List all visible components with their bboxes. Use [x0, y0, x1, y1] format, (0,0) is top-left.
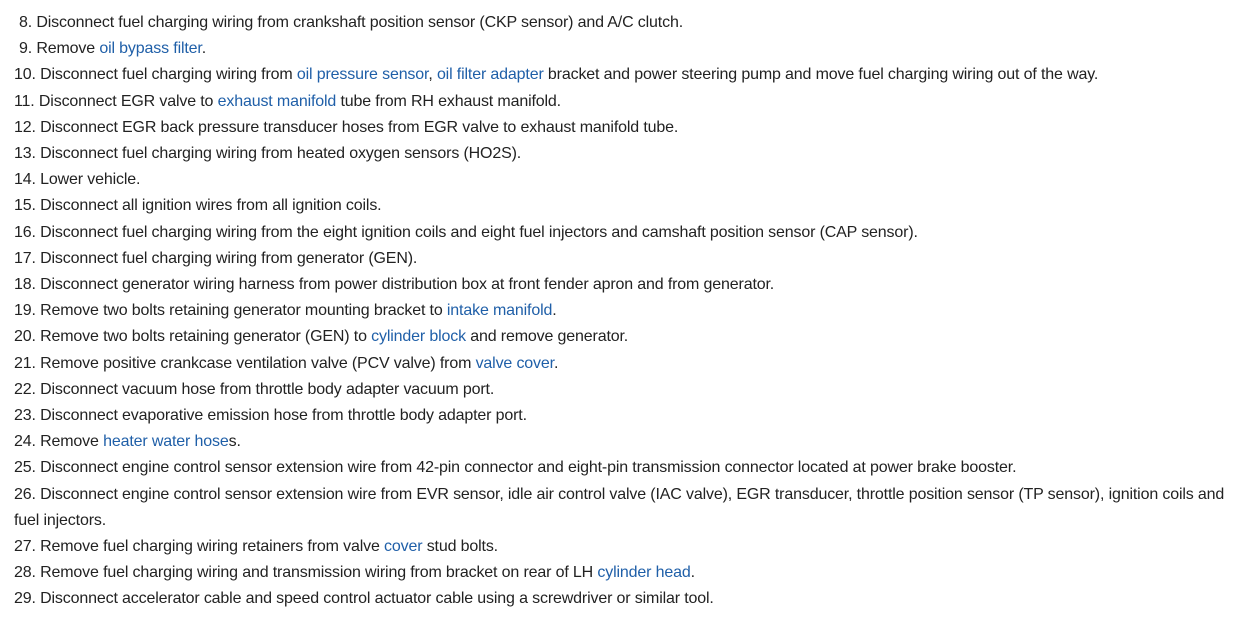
step-text: Lower vehicle.: [40, 171, 141, 189]
step-text: tube from RH exhaust manifold.: [336, 92, 561, 110]
step-text: Disconnect fuel charging wiring from crankshaft position sensor (CKP sensor) and A/C clutch.: [36, 14, 683, 31]
step-text: stud bolts.: [422, 538, 498, 556]
procedure-step: [14, 10, 1250, 36]
glossary-link[interactable]: cylinder head: [597, 564, 691, 582]
step-text: and remove generator.: [465, 328, 629, 346]
step-number: 12.: [14, 118, 36, 136]
procedure-step: [14, 482, 1250, 534]
procedure-step: [14, 141, 1250, 167]
procedure-step: [14, 403, 1250, 429]
step-text: Disconnect fuel charging wiring from: [40, 66, 297, 84]
step-number: 22.: [14, 380, 36, 398]
step-text: Disconnect fuel charging wiring from the eight ignition coils and eight fuel injectors and camshaft position sensor (CAP sensor).: [40, 223, 918, 241]
step-text: Disconnect evaporative emission hose from throttle body adapter port.: [40, 407, 527, 425]
step-number: 16.: [14, 223, 36, 241]
glossary-link[interactable]: heater water hose: [103, 433, 229, 451]
step-text: Remove fuel charging wiring retainers from valve: [40, 538, 385, 556]
step-text: .: [201, 40, 207, 58]
step-number: 9.: [19, 40, 33, 58]
procedure-step-list: [14, 10, 1250, 613]
step-text: Remove: [36, 40, 100, 58]
procedure-step: [14, 351, 1250, 377]
step-number: 15.: [14, 197, 36, 215]
step-text: Disconnect generator wiring harness from power distribution box at front fender apron and from generator.: [40, 276, 775, 294]
procedure-step: [14, 220, 1250, 246]
step-number: 19.: [14, 302, 36, 320]
procedure-step: [14, 534, 1250, 560]
glossary-link[interactable]: exhaust manifold: [217, 92, 337, 110]
step-text: .: [690, 564, 695, 582]
step-number: 23.: [14, 407, 36, 425]
glossary-link[interactable]: oil pressure sensor: [296, 66, 429, 84]
step-text: Remove two bolts retaining generator (GEN) to: [40, 328, 372, 346]
glossary-link[interactable]: valve cover: [475, 354, 554, 372]
glossary-link[interactable]: intake manifold: [446, 302, 553, 320]
procedure-step: [14, 89, 1250, 115]
step-text: Disconnect EGR back pressure transducer hoses from EGR valve to exhaust manifold tube.: [40, 118, 679, 136]
step-number: 20.: [14, 328, 36, 346]
step-text: bracket and power steering pump and move fuel charging wiring out of the way.: [543, 66, 1099, 84]
step-number: 25.: [14, 459, 36, 477]
procedure-step: [14, 62, 1250, 88]
step-text: Remove positive crankcase ventilation valve (PCV valve) from: [40, 354, 476, 372]
procedure-step: [14, 429, 1250, 455]
step-number: 10.: [14, 66, 36, 84]
step-number: 17.: [14, 249, 36, 267]
glossary-link[interactable]: cylinder block: [371, 328, 466, 346]
glossary-link[interactable]: oil bypass filter: [99, 40, 202, 58]
step-number: 14.: [14, 171, 36, 189]
procedure-step: [14, 115, 1250, 141]
step-number: 8.: [19, 14, 33, 31]
step-text: ,: [428, 66, 437, 84]
procedure-step: [14, 298, 1250, 324]
procedure-step: [14, 377, 1250, 403]
glossary-link[interactable]: oil filter adapter: [436, 66, 544, 84]
procedure-step: [14, 455, 1250, 481]
step-number: 21.: [14, 354, 36, 372]
step-text: Disconnect EGR valve to: [38, 92, 218, 110]
step-number: 26.: [14, 485, 36, 503]
glossary-link[interactable]: cover: [384, 538, 423, 556]
step-number: 18.: [14, 276, 36, 294]
step-text: Disconnect fuel charging wiring from heated oxygen sensors (HO2S).: [40, 145, 522, 163]
step-text: s.: [228, 433, 241, 451]
step-text: Remove two bolts retaining generator mounting bracket to: [40, 302, 447, 320]
step-text: Disconnect engine control sensor extension wire from 42-pin connector and eight-pin transmission connector located at power brake booster.: [40, 459, 1017, 477]
procedure-step: [14, 560, 1250, 586]
step-number: 28.: [14, 564, 36, 582]
procedure-step: [14, 324, 1250, 350]
step-text: Disconnect all ignition wires from all ignition coils.: [40, 197, 382, 215]
procedure-step: [14, 246, 1250, 272]
step-text: Disconnect vacuum hose from throttle body adapter vacuum port.: [40, 380, 495, 398]
procedure-step: [14, 193, 1250, 219]
step-number: 24.: [14, 433, 36, 451]
step-number: 29.: [14, 590, 36, 608]
procedure-step: [14, 586, 1250, 612]
step-number: 13.: [14, 145, 36, 163]
step-number: 11.: [14, 92, 35, 110]
procedure-step: [14, 167, 1250, 193]
step-text: Disconnect accelerator cable and speed control actuator cable using a screwdriver or similar tool.: [40, 590, 714, 608]
step-text: .: [553, 354, 559, 372]
step-text: Remove fuel charging wiring and transmission wiring from bracket on rear of LH: [40, 564, 598, 582]
step-text: .: [552, 302, 557, 320]
procedure-step: [14, 36, 1250, 62]
step-number: 27.: [14, 538, 36, 556]
step-text: Disconnect fuel charging wiring from generator (GEN).: [40, 249, 418, 267]
procedure-step: [14, 272, 1250, 298]
step-text: Disconnect engine control sensor extension wire from EVR sensor, idle air control valve (IAC valve), EGR transducer, throttle position sensor (TP sensor), ignition coils and fuel injectors.: [14, 485, 1225, 529]
step-text: Remove: [40, 433, 104, 451]
